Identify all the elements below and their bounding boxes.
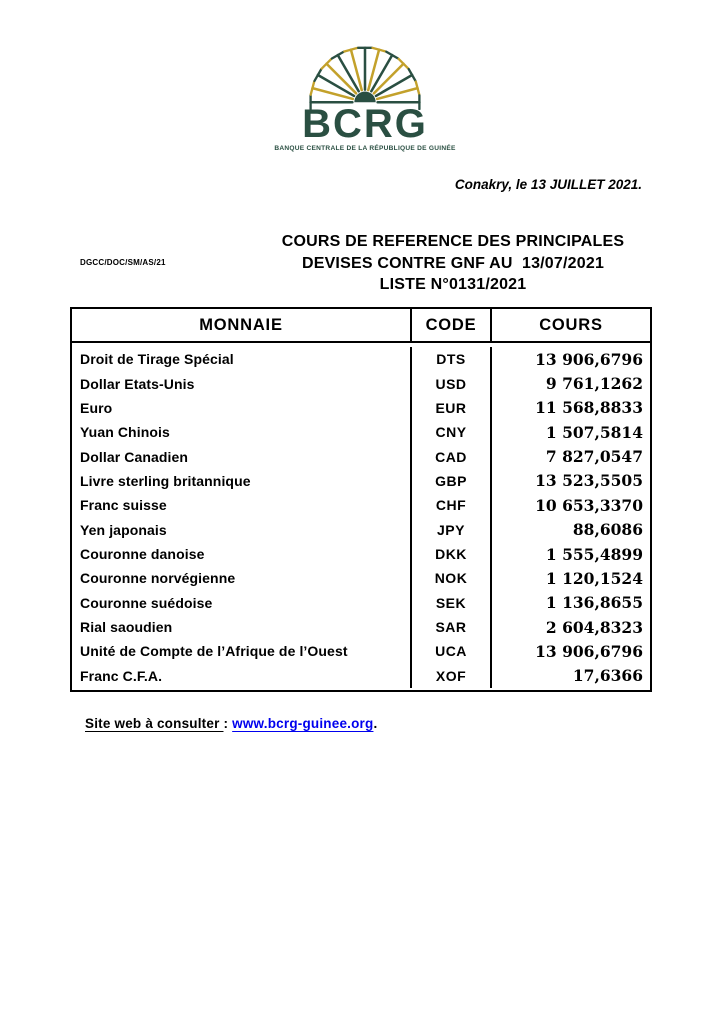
currency-rate: 9 761,1262	[545, 374, 643, 394]
currency-name: Franc suisse	[72, 493, 412, 517]
currency-code: USD	[412, 371, 492, 395]
currency-name: Yen japonais	[72, 518, 412, 542]
table-row	[72, 493, 650, 517]
currency-rate: 13 906,6796	[535, 641, 643, 661]
currency-code: UCA	[412, 639, 492, 663]
title-line-1: COURS DE REFERENCE DES PRINCIPALES	[281, 233, 625, 250]
table-row	[72, 396, 650, 420]
table-row	[72, 615, 650, 639]
reference-code: DGCC/DOC/SM/AS/21	[80, 258, 166, 267]
currency-name: Euro	[72, 396, 412, 420]
currency-name: Franc C.F.A.	[72, 664, 412, 688]
exchange-rates-table	[70, 307, 652, 692]
table-row	[72, 518, 650, 542]
currency-code: SEK	[412, 591, 492, 615]
currency-name: Couronne danoise	[72, 542, 412, 566]
table-row	[72, 420, 650, 444]
title-line-2: DEVISES CONTRE GNF AU 13/07/2021	[301, 254, 605, 272]
currency-rate: 13 523,5505	[535, 471, 643, 491]
currency-name: Unité de Compte de l’Afrique de l’Ouest	[72, 639, 412, 663]
currency-rate: 13 906,6796	[535, 349, 643, 369]
currency-code: DKK	[412, 542, 492, 566]
currency-code: GBP	[412, 469, 492, 493]
table-row	[72, 566, 650, 590]
column-header-currency: MONNAIE	[72, 309, 412, 341]
currency-rate: 2 604,8323	[545, 617, 643, 637]
logo-acronym: BCRG	[302, 102, 428, 146]
table-row	[72, 639, 650, 663]
column-header-rate: COURS	[539, 315, 603, 334]
table-row	[72, 469, 650, 493]
footer-line	[85, 716, 377, 731]
table-row	[72, 444, 650, 468]
currency-code: CNY	[412, 420, 492, 444]
table-row	[72, 371, 650, 395]
currency-name: Dollar Etats-Unis	[72, 371, 412, 395]
currency-name: Couronne suédoise	[72, 591, 412, 615]
website-link[interactable]: www.bcrg-guinee.org	[232, 716, 374, 731]
currency-name: Dollar Canadien	[72, 444, 412, 468]
currency-name: Livre sterling britannique	[72, 469, 412, 493]
table-header-row	[72, 309, 650, 343]
currency-rate: 11 568,8833	[535, 398, 643, 418]
logo-rays-icon	[301, 42, 429, 110]
currency-rate: 1 136,8655	[545, 593, 643, 613]
table-row	[72, 347, 650, 371]
currency-rate: 17,6366	[572, 666, 643, 686]
currency-code: EUR	[412, 396, 492, 420]
currency-name: Couronne norvégienne	[72, 566, 412, 590]
table-row	[72, 591, 650, 615]
currency-code: DTS	[412, 347, 492, 371]
footer-separator: :	[223, 716, 233, 731]
currency-name: Droit de Tirage Spécial	[72, 347, 412, 371]
currency-rate: 1 555,4899	[545, 544, 643, 564]
currency-code: JPY	[412, 518, 492, 542]
currency-rate: 7 827,0547	[545, 447, 643, 467]
footer-period: .	[373, 716, 378, 731]
currency-name: Rial saoudien	[72, 615, 412, 639]
bcrg-logo	[270, 42, 460, 152]
currency-code: XOF	[412, 664, 492, 688]
table-body	[72, 343, 650, 690]
logo-subtitle: BANQUE CENTRALE DE LA RÉPUBLIQUE DE GUINÉE	[274, 145, 456, 152]
date-line: Conakry, le 13 JUILLET 2021.	[454, 177, 642, 192]
currency-rate: 10 653,3370	[535, 495, 643, 515]
currency-name: Yuan Chinois	[72, 420, 412, 444]
currency-rate: 1 507,5814	[545, 422, 643, 442]
currency-code: CAD	[412, 444, 492, 468]
currency-code: NOK	[412, 566, 492, 590]
currency-rate: 88,6086	[572, 520, 643, 540]
currency-code: SAR	[412, 615, 492, 639]
table-row	[72, 664, 650, 688]
footer-label: Site web à consulter	[85, 716, 224, 731]
column-header-code: CODE	[412, 309, 492, 341]
document-title	[203, 231, 703, 296]
currency-code: CHF	[412, 493, 492, 517]
title-line-3: LISTE N°0131/2021	[379, 276, 527, 293]
table-row	[72, 542, 650, 566]
currency-rate: 1 120,1524	[545, 568, 643, 588]
